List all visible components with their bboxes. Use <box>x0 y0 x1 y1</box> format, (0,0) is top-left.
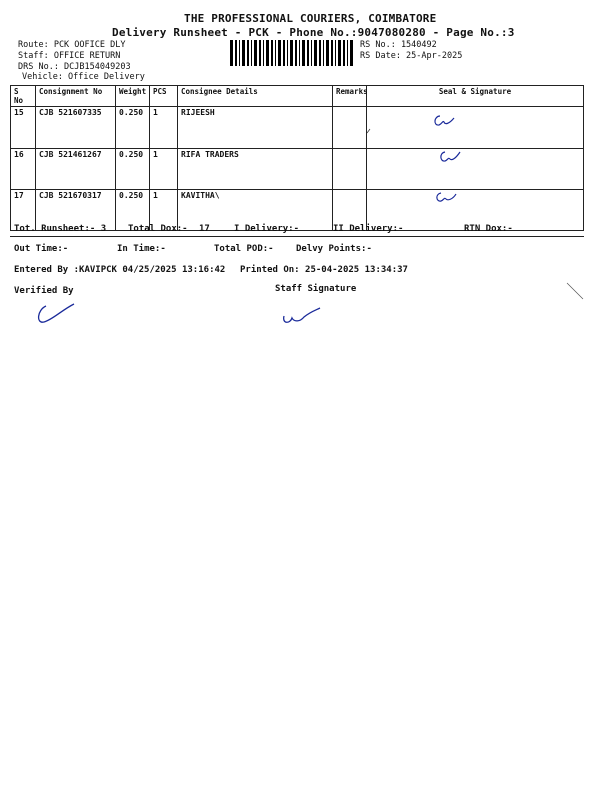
total-pod-label: Total POD:- <box>214 244 274 254</box>
stray-pen-stroke <box>566 282 586 302</box>
i-delivery-label: I Delivery:- <box>234 224 300 234</box>
printed-on: Printed On: 25-04-2025 13:34:37 <box>240 265 408 275</box>
barcode-bar <box>259 40 261 66</box>
table-row <box>11 149 584 190</box>
barcode-bar <box>247 40 249 66</box>
barcode-bar <box>347 40 348 66</box>
header-remarks: Remarks <box>333 86 367 107</box>
cell-signature <box>367 107 584 149</box>
staff-label: Staff: OFFICE RETURN <box>18 51 121 61</box>
barcode-bar <box>314 40 317 66</box>
header-sno: S No <box>11 86 36 107</box>
barcode-bar <box>239 40 240 66</box>
barcode-bar <box>299 40 300 66</box>
barcode-bar <box>287 40 288 66</box>
handwritten-signature-mark <box>430 112 460 132</box>
tot-runsheet: Tot. Runsheet:- 3 <box>14 224 107 234</box>
verified-by-label: Verified By <box>14 286 74 296</box>
barcode-bar <box>275 40 276 66</box>
rs-no-label: RS No.: 1540492 <box>360 40 437 50</box>
barcode-bar <box>254 40 257 66</box>
barcode-bar <box>251 40 252 66</box>
entered-by: Entered By :KAVIPCK 04/25/2025 13:16:42 <box>14 265 226 275</box>
divider <box>10 236 584 237</box>
header-signature: Seal & Signature <box>367 86 584 107</box>
cell-sno: 17 <box>11 190 36 231</box>
pen-tick-mark <box>366 128 372 134</box>
cell-weight: 0.250 <box>116 190 150 231</box>
barcode-bar <box>230 40 233 66</box>
staff-signature-mark <box>280 304 326 328</box>
in-time-label: In Time:- <box>117 244 166 254</box>
barcode-bar <box>323 40 324 66</box>
company-title: THE PROFESSIONAL COURIERS, COIMBATORE <box>184 12 437 25</box>
cell-consignment: CJB 521607335 <box>36 107 116 149</box>
barcode-bar <box>343 40 345 66</box>
barcode-bar <box>263 40 264 66</box>
barcode-bar <box>266 40 269 66</box>
barcode-bar <box>335 40 336 66</box>
cell-weight: 0.250 <box>116 149 150 190</box>
header-consignment: Consignment No <box>36 86 116 107</box>
rs-date-label: RS Date: 25-Apr-2025 <box>360 51 463 61</box>
delvy-points-label: Delvy Points:- <box>296 244 372 254</box>
table-row <box>11 107 584 149</box>
cell-consignee: RIJEESH <box>178 107 333 149</box>
barcode <box>230 40 356 66</box>
cell-sno: 16 <box>11 149 36 190</box>
runsheet-table <box>10 85 584 231</box>
header-pcs: PCS <box>150 86 178 107</box>
cell-consignment: CJB 521461267 <box>36 149 116 190</box>
barcode-bar <box>311 40 312 66</box>
barcode-bar <box>242 40 245 66</box>
cell-weight: 0.250 <box>116 107 150 149</box>
header-consignee: Consignee Details <box>178 86 333 107</box>
barcode-bar <box>331 40 333 66</box>
barcode-bar <box>307 40 309 66</box>
runsheet-subtitle: Delivery Runsheet - PCK - Phone No.:9047080280 - Page No.:3 <box>112 26 515 39</box>
cell-remarks <box>333 107 367 149</box>
barcode-bar <box>319 40 321 66</box>
barcode-bar <box>295 40 297 66</box>
barcode-bar <box>302 40 305 66</box>
barcode-bar <box>283 40 285 66</box>
cell-consignment: CJB 521670317 <box>36 190 116 231</box>
handwritten-signature-mark <box>432 188 462 208</box>
cell-sno: 15 <box>11 107 36 149</box>
barcode-bar <box>290 40 293 66</box>
cell-pcs: 1 <box>150 107 178 149</box>
cell-pcs: 1 <box>150 190 178 231</box>
cell-remarks <box>333 149 367 190</box>
barcode-bar <box>278 40 281 66</box>
header-weight: Weight <box>116 86 150 107</box>
barcode-bar <box>271 40 273 66</box>
cell-signature <box>367 149 584 190</box>
verified-by-signature <box>34 300 84 328</box>
barcode-bar <box>338 40 341 66</box>
total-dox-value: 17 <box>199 224 210 234</box>
cell-consignee: RIFA TRADERS <box>178 149 333 190</box>
table-header-row <box>11 86 584 107</box>
ii-delivery-label: II Delivery:- <box>333 224 404 234</box>
total-dox-label: Total Dox:- <box>128 224 188 234</box>
staff-signature-label: Staff Signature <box>275 284 357 294</box>
cell-pcs: 1 <box>150 149 178 190</box>
vehicle-label: Vehicle: Office Delivery <box>22 72 145 82</box>
barcode-bar <box>350 40 353 66</box>
rtn-dox-label: RTN Dox:- <box>464 224 513 234</box>
route-label: Route: PCK OOFICE DLY <box>18 40 126 50</box>
handwritten-signature-mark <box>436 148 466 168</box>
drs-label: DRS No.: DCJB154049203 <box>18 62 131 72</box>
out-time-label: Out Time:- <box>14 244 69 254</box>
barcode-bar <box>326 40 329 66</box>
cell-consignee: KAVITHA\ <box>178 190 333 231</box>
barcode-bar <box>235 40 237 66</box>
